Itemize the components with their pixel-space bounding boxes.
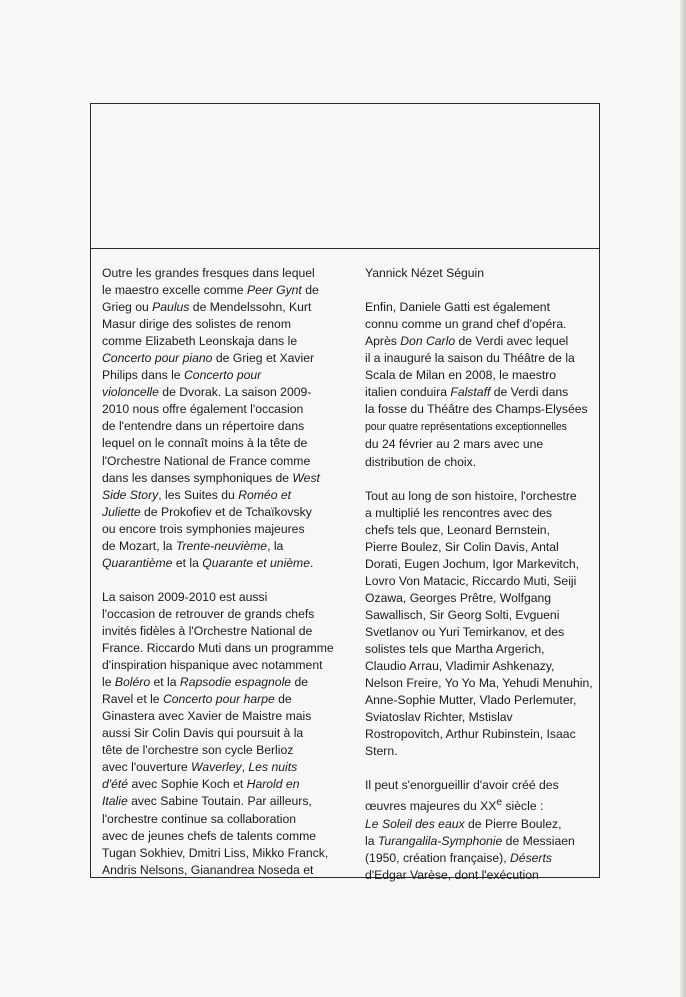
paragraph-gap	[102, 572, 340, 589]
left-text-column	[102, 265, 340, 879]
text-line: Pierre Boulez, Sir Colin Davis, Antal	[365, 539, 559, 554]
text-line: la fosse du Théâtre des Champs-Elysées	[365, 402, 588, 417]
text-line: Masur dirige des solistes de renom	[102, 317, 291, 332]
text-line: Dorati, Eugen Jochum, Igor Markevitch,	[365, 556, 580, 571]
text-line: pour quatre représentations exceptionnelles	[365, 421, 567, 434]
text-line: 2010 nous offre également l'occasion	[102, 402, 304, 417]
paragraph-gap	[365, 760, 600, 777]
text-line: l'Orchestre National de France comme	[102, 453, 311, 468]
text-line: Sawallisch, Sir Georg Solti, Evgueni	[365, 607, 560, 622]
text-line: avec l'ouverture Waverley, Les nuits	[102, 760, 298, 775]
frame-divider	[91, 248, 599, 249]
text-line: Scala de Milan en 2008, le maestro	[365, 368, 557, 383]
text-line: Après Don Carlo de Verdi avec lequel	[365, 334, 569, 349]
text-line: Svetlanov ou Yuri Temirkanov, et des	[365, 624, 565, 639]
text-line: solistes tels que Martha Argerich,	[365, 642, 545, 657]
text-line: Claudio Arrau, Vladimir Ashkenazy,	[365, 659, 555, 674]
text-line: Grieg ou Paulus de Mendelssohn, Kurt	[102, 300, 312, 315]
text-line: a multiplié les rencontres avec des	[365, 505, 552, 520]
text-line: ou encore trois symphonies majeures	[102, 521, 305, 536]
text-line: Andris Nelsons, Gianandrea Noseda et	[102, 862, 314, 877]
text-line: Le Soleil des eaux de Pierre Boulez,	[365, 816, 562, 831]
text-line: d'inspiration hispanique avec notamment	[102, 658, 323, 673]
text-line: italien conduira Falstaff de Verdi dans	[365, 385, 569, 400]
text-line: connu comme un grand chef d'opéra.	[365, 317, 567, 332]
right-text-column	[365, 265, 600, 884]
text-line: lequel on le connaît moins à la tête de	[102, 436, 308, 451]
text-line: Ravel et le Concerto pour harpe de	[102, 692, 292, 707]
text-line: avec de jeunes chefs de talents comme	[102, 828, 317, 843]
page-edge	[680, 0, 686, 997]
text-line: violoncelle de Dvorak. La saison 2009-	[102, 385, 312, 400]
text-line: Enfin, Daniele Gatti est également	[365, 300, 550, 315]
text-line: le maestro excelle comme Peer Gynt de	[102, 283, 319, 298]
text-line: Il peut s'enorgueillir d'avoir créé des	[365, 778, 559, 793]
text-line: (1950, création française), Déserts	[365, 850, 552, 865]
text-line: Quarantième et la Quarante et unième.	[102, 555, 314, 570]
text-line: Concerto pour piano de Grieg et Xavier	[102, 351, 315, 366]
text-line: Italie avec Sabine Toutain. Par ailleurs,	[102, 794, 312, 809]
text-line: le Boléro et la Rapsodie espagnole de	[102, 675, 309, 690]
text-line: Philips dans le Concerto pour	[102, 368, 262, 383]
text-line: comme Elizabeth Leonskaja dans le	[102, 334, 298, 349]
text-line: Side Story, les Suites du Roméo et	[102, 487, 292, 502]
text-line: Tugan Sokhiev, Dmitri Liss, Mikko Franck,	[102, 845, 329, 860]
text-line: Anne-Sophie Mutter, Vlado Perlemuter,	[365, 693, 577, 708]
text-line: Lovro Von Matacic, Riccardo Muti, Seiji	[365, 573, 577, 588]
paragraph-gap	[365, 471, 600, 488]
text-line: Sviatoslav Richter, Mstislav	[365, 710, 513, 725]
text-line: Ginastera avec Xavier de Maistre mais	[102, 709, 312, 724]
text-line: d'Edgar Varèse, dont l'exécution	[365, 867, 539, 882]
text-line: tête de l'orchestre son cycle Berlioz	[102, 743, 294, 758]
text-line: distribution de choix.	[365, 454, 477, 469]
text-line: Outre les grandes fresques dans lequel	[102, 266, 315, 280]
text-line: invités fidèles à l'Orchestre National de	[102, 623, 313, 638]
text-line: Tout au long de son histoire, l'orchestre	[365, 488, 577, 503]
text-line: Rostropovitch, Arthur Rubinstein, Isaac	[365, 727, 576, 742]
text-line: Yannick Nézet Séguin	[365, 266, 485, 280]
text-line: Ozawa, Georges Prêtre, Wolfgang	[365, 590, 552, 605]
text-line: chefs tels que, Leonard Bernstein,	[365, 522, 550, 537]
text-line: Stern.	[365, 744, 398, 759]
text-line: La saison 2009-2010 est aussi	[102, 589, 268, 604]
paragraph-gap	[365, 282, 600, 299]
text-line: aussi Sir Colin Davis qui poursuit à la	[102, 726, 304, 741]
text-line: l'orchestre continue sa collaboration	[102, 811, 297, 826]
content-frame	[90, 103, 600, 882]
text-line: Nelson Freire, Yo Yo Ma, Yehudi Menuhin,	[365, 676, 593, 691]
text-line: œuvres majeures du XXe siècle :	[365, 797, 544, 814]
text-line: l'occasion de retrouver de grands chefs	[102, 606, 315, 621]
text-line: la Turangalila-Symphonie de Messiaen	[365, 833, 575, 848]
text-line: France. Riccardo Muti dans un programme	[102, 641, 334, 656]
text-line: il a inauguré la saison du Théâtre de la	[365, 351, 575, 366]
text-line: Juliette de Prokofiev et de Tchaïkovsky	[102, 504, 312, 519]
text-line: du 24 février au 2 mars avec une	[365, 437, 544, 452]
text-line: d'été avec Sophie Koch et Harold en	[102, 777, 300, 792]
text-line: de l'entendre dans un répertoire dans	[102, 419, 305, 434]
text-line: de Mozart, la Trente-neuvième, la	[102, 538, 284, 553]
text-line: dans les danses symphoniques de West	[102, 470, 320, 485]
